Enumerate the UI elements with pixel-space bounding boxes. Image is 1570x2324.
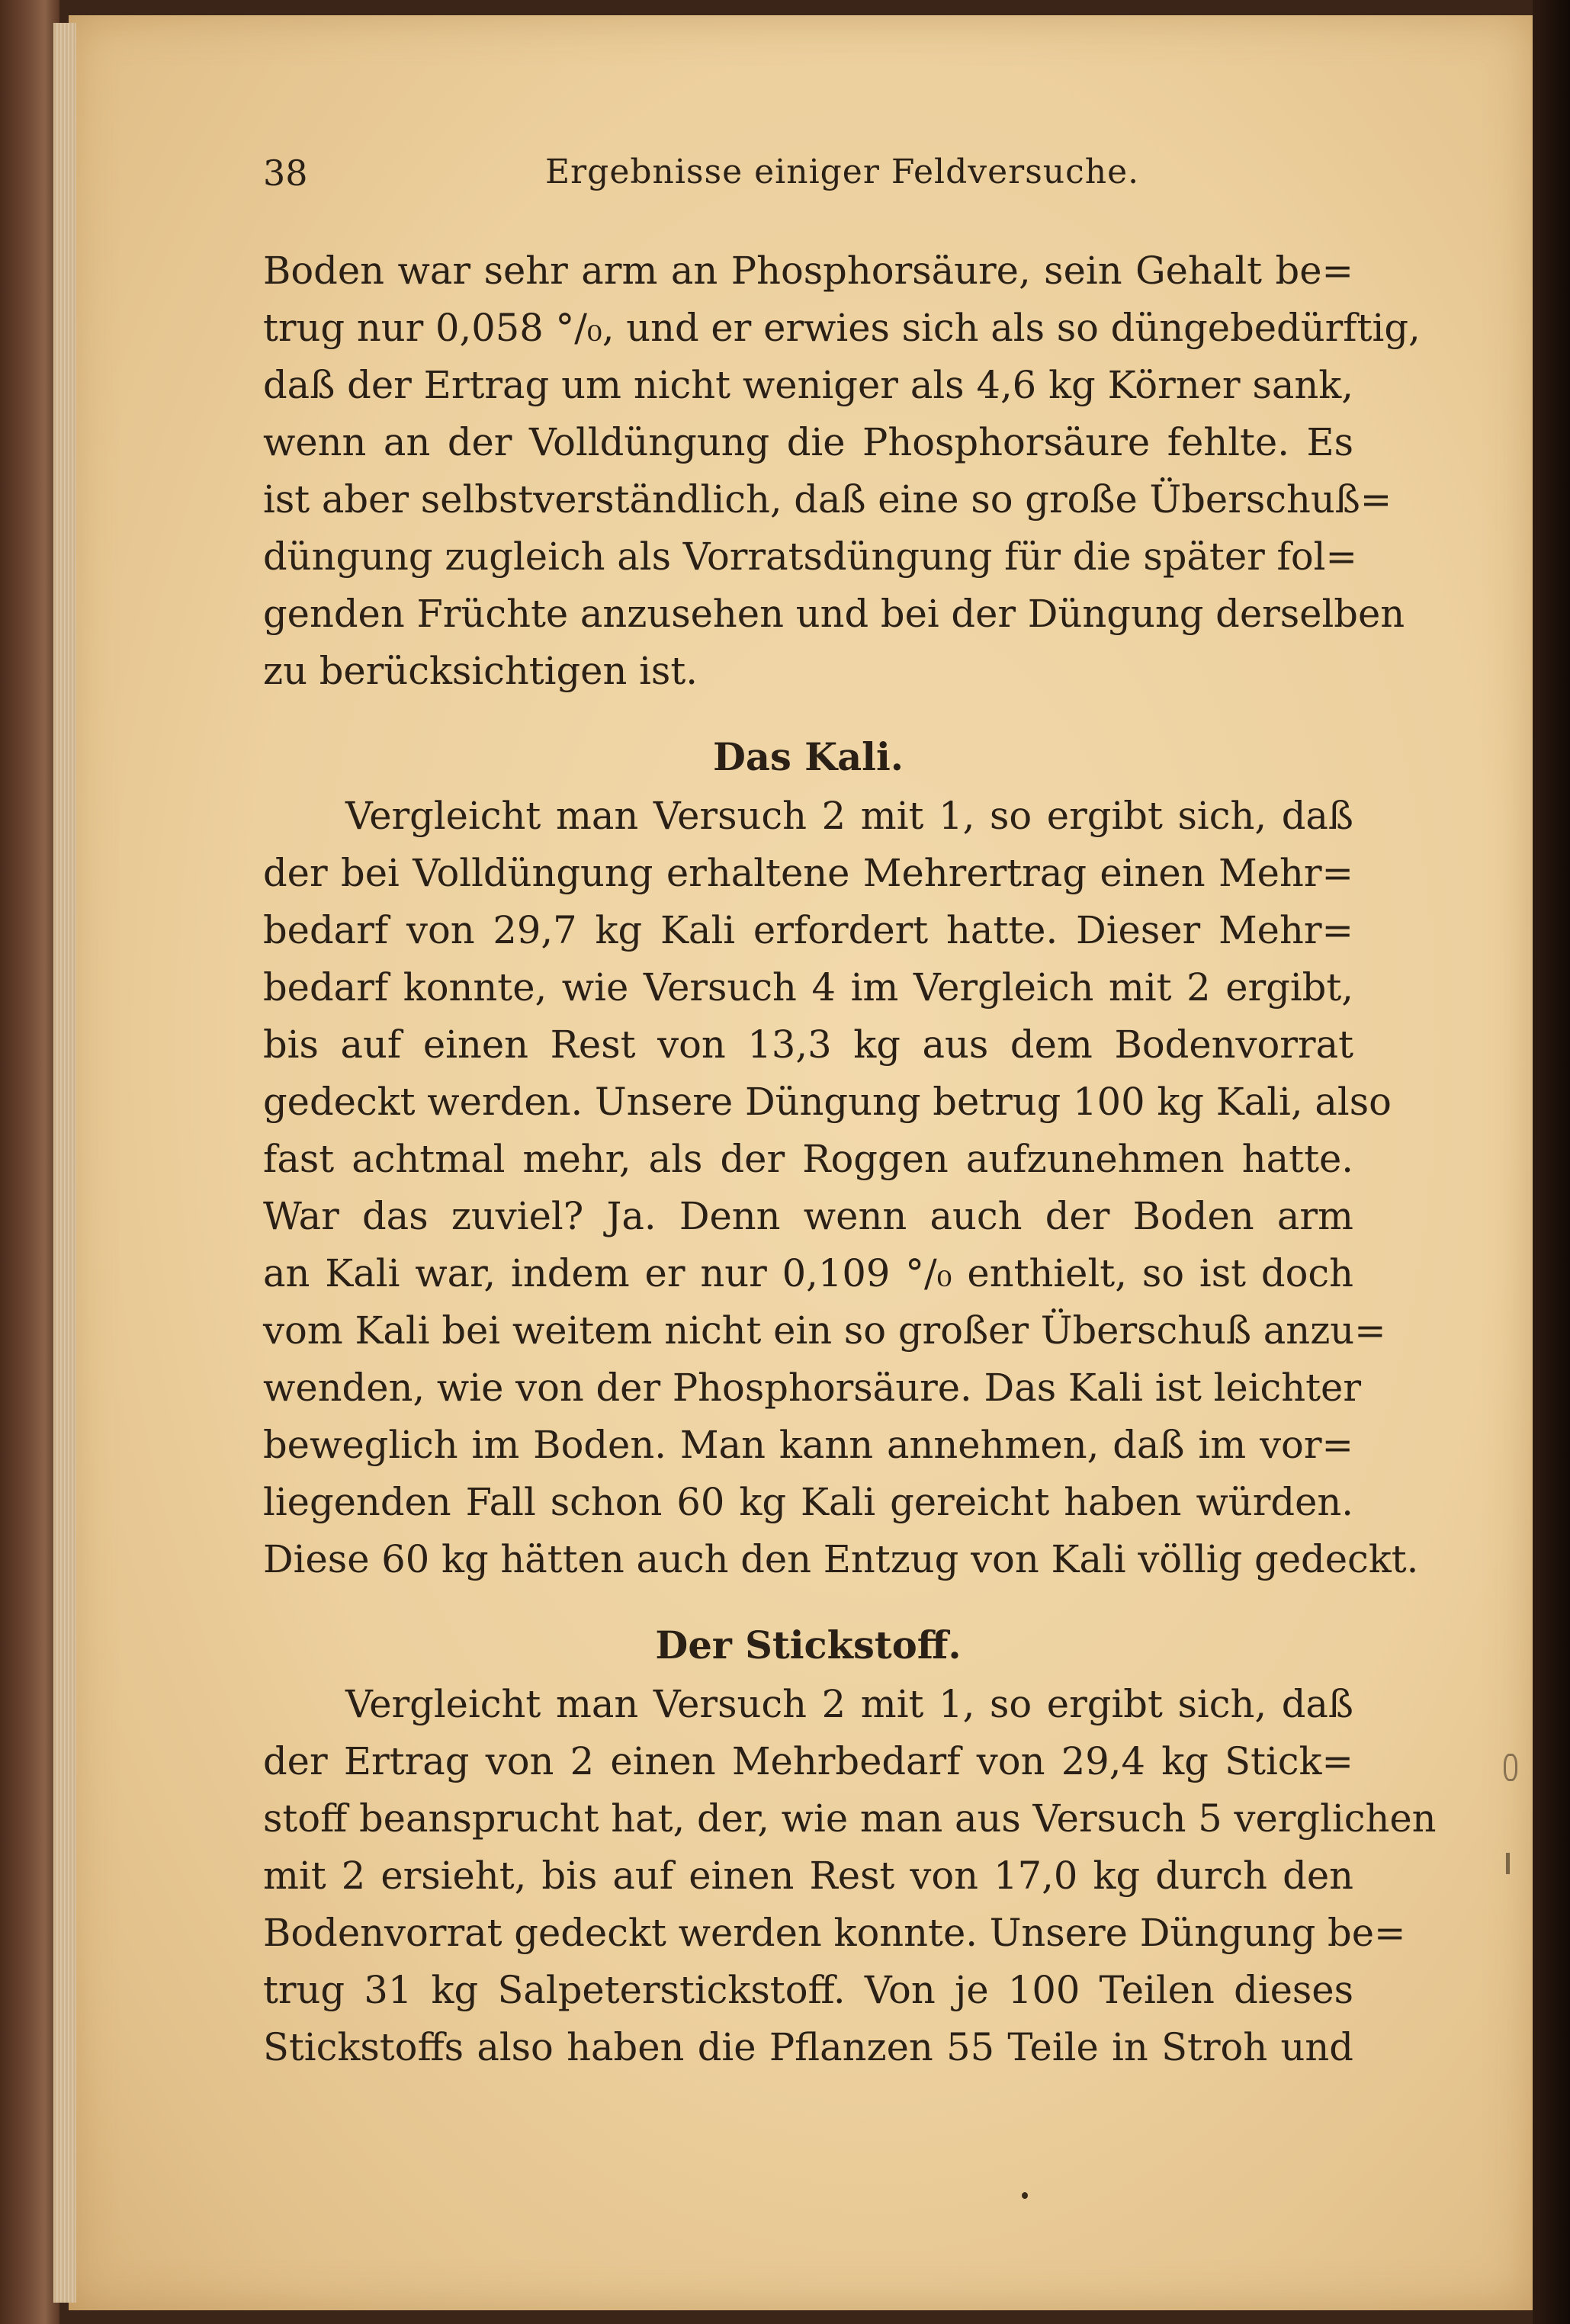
text-line: bedarf konnte, wie Versuch 4 im Vergleich mit 2 ergibt, — [263, 965, 1353, 1010]
section-heading-stickstoff: Der Stickstoff. — [655, 1623, 962, 1668]
ink-smudge — [1022, 2192, 1028, 2199]
text-line: genden Früchte anzusehen und bei der Düngung derselben — [263, 592, 1405, 636]
text-line: bis auf einen Rest von 13,3 kg aus dem Bodenvorrat — [263, 1022, 1353, 1067]
text-line: an Kali war, indem er nur 0,109 °/₀ enthielt, so ist doch — [263, 1251, 1353, 1295]
text-line: War das zuviel? Ja. Denn wenn auch der Boden arm — [263, 1194, 1353, 1238]
text-line: der bei Volldüngung erhaltene Mehrertrag einen Mehr= — [263, 851, 1353, 895]
text-line: wenn an der Volldüngung die Phosphorsäure fehlte. Es — [263, 420, 1353, 464]
text-line: düngung zugleich als Vorratsdüngung für die später fol= — [263, 534, 1357, 579]
text-line: trug nur 0,058 °/₀, und er erwies sich als so düngebedürftig, — [263, 306, 1421, 350]
page-header — [263, 152, 1353, 206]
text-line: liegenden Fall schon 60 kg Kali gereicht haben würden. — [263, 1480, 1353, 1524]
text-line: bedarf von 29,7 kg Kali erfordert hatte. Dieser Mehr= — [263, 908, 1353, 952]
margin-mark — [1504, 1754, 1517, 1781]
book-spine — [0, 0, 59, 2324]
text-line: beweglich im Boden. Man kann annehmen, daß im vor= — [263, 1423, 1353, 1467]
text-line: mit 2 ersieht, bis auf einen Rest von 17,0 kg durch den — [263, 1854, 1353, 1898]
text-line: ist aber selbstverständlich, daß eine so große Überschuß= — [263, 477, 1392, 522]
running-head: Ergebnisse einiger Feldversuche. — [545, 152, 1140, 191]
text-line: gedeckt werden. Unsere Düngung betrug 100 kg Kali, also — [263, 1080, 1392, 1124]
text-line: Bodenvorrat gedeckt werden konnte. Unsere Düngung be= — [263, 1911, 1406, 1955]
text-line: Diese 60 kg hätten auch den Entzug von Kali völlig gedeckt. — [263, 1537, 1419, 1581]
page-number: 38 — [263, 152, 308, 194]
text-line: trug 31 kg Salpeterstickstoff. Von je 100 Teilen dieses — [263, 1968, 1353, 2012]
page-block-edge — [53, 23, 76, 2303]
margin-mark — [1506, 1853, 1510, 1874]
text-line: zu berücksichtigen ist. — [263, 649, 698, 693]
text-line: der Ertrag von 2 einen Mehrbedarf von 29,4 kg Stick= — [263, 1739, 1353, 1783]
background-edge — [1533, 0, 1570, 2324]
text-line: Vergleicht man Versuch 2 mit 1, so ergibt sich, daß — [345, 794, 1353, 838]
text-line: Stickstoffs also haben die Pflanzen 55 Teile in Stroh und — [263, 2025, 1353, 2069]
text-line: stoff beansprucht hat, der, wie man aus Versuch 5 verglichen — [263, 1796, 1437, 1841]
section-heading-kali: Das Kali. — [712, 735, 904, 779]
text-line: Vergleicht man Versuch 2 mit 1, so ergibt sich, daß — [345, 1682, 1353, 1726]
text-line: wenden, wie von der Phosphorsäure. Das Kali ist leichter — [263, 1366, 1361, 1410]
body-text — [263, 242, 1437, 2076]
text-line: vom Kali bei weitem nicht ein so großer Überschuß anzu= — [263, 1308, 1386, 1353]
text-line: Boden war sehr arm an Phosphorsäure, sein Gehalt be= — [263, 249, 1353, 293]
text-line: daß der Ertrag um nicht weniger als 4,6 kg Körner sank, — [263, 363, 1353, 407]
text-line: fast achtmal mehr, als der Roggen aufzunehmen hatte. — [263, 1137, 1353, 1181]
